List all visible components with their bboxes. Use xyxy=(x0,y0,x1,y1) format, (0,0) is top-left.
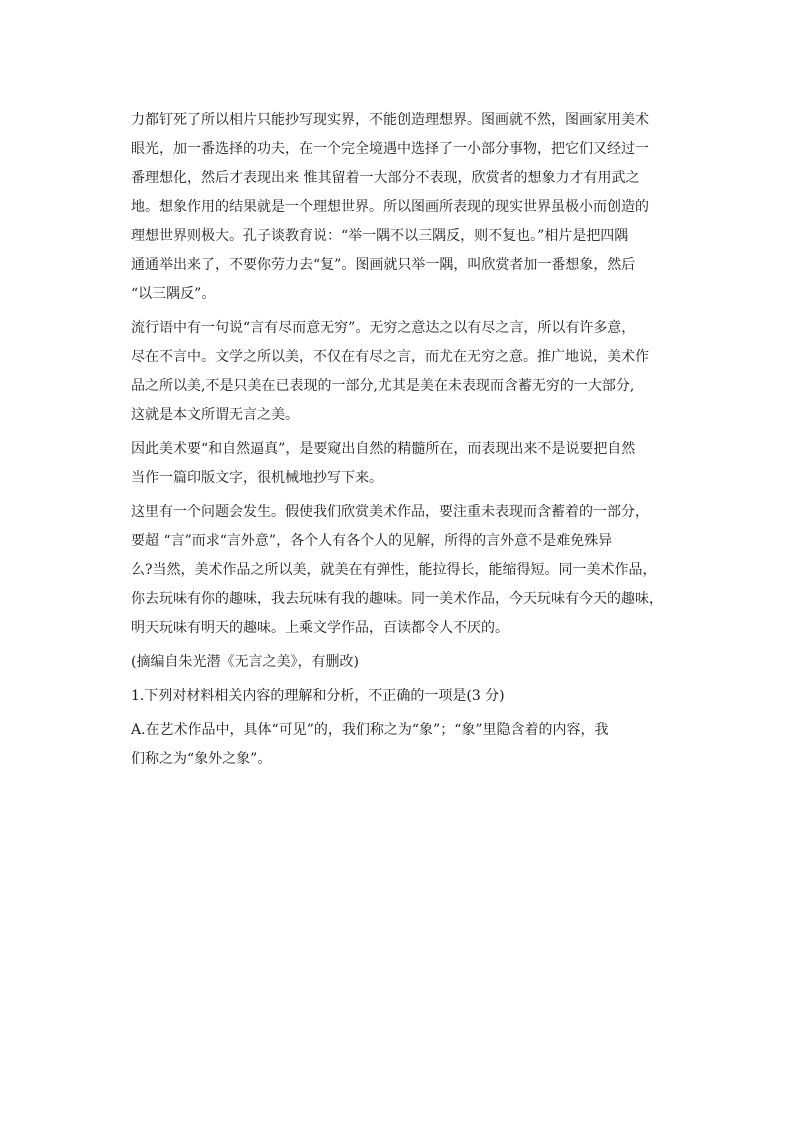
document-body xyxy=(131,106,676,779)
text-line: 因此美术要“和自然逼真”，是要窥出自然的精髓所在，而表现出来不是说要把自然 xyxy=(131,441,636,457)
text-line: A.在艺术作品中，具体“可见”的，我们称之为“象”；“象”里隐含着的内容，我 xyxy=(131,722,609,738)
text-line: 这就是本文所谓无言之美。 xyxy=(131,407,299,423)
text-line: 明天玩味有明天的趣味。上乘文学作品，百读都令人不厌的。 xyxy=(131,620,509,636)
text-line: 尽在不言中。文学之所以美，不仅在有尽之言，而尤在无穷之意。推广地说，美术作 xyxy=(131,349,649,365)
paragraph-elasticity xyxy=(131,498,676,643)
source-citation xyxy=(131,648,676,677)
text-line: 流行语中有一句说“言有尽而意无穷”。无穷之意达之以有尽之言，所以有许多意， xyxy=(131,320,636,336)
text-line: 们称之为“象外之象”。 xyxy=(131,751,272,767)
question-1 xyxy=(131,682,676,711)
text-line: (摘编自朱光潜《无言之美》，有删改) xyxy=(131,654,359,670)
paragraph-photo-vs-painting xyxy=(131,106,676,309)
text-line: 力都钉死了所以相片只能抄写现实界，不能创造理想界。图画就不然，图画家用美术 xyxy=(131,112,649,128)
text-line: 眼光，加一番选择的功夫，在一个完全境遇中选择了一小部分事物，把它们又经过一 xyxy=(131,141,649,157)
text-line: 通通举出来了，不要你劳力去“复”。图画就只举一隅，叫欣赏者加一番想象，然后 xyxy=(131,257,636,273)
text-line: 要超 “言”而求“言外意”，各个人有各个人的见解，所得的言外意不是难免殊异 xyxy=(131,533,613,549)
text-line: 这里有一个问题会发生。假使我们欣赏美术作品，要注重未表现而含蓄着的一部分， xyxy=(131,504,649,520)
text-line: “以三隅反”。 xyxy=(131,286,216,302)
text-line: 当作一篇印版文字，很机械地抄写下来。 xyxy=(131,470,383,486)
text-line: 番理想化，然后才表现出来 惟其留着一大部分不表现，欣赏者的想象力才有用武之 xyxy=(131,170,640,186)
option-a xyxy=(131,716,676,774)
text-line: 理想世界则极大。孔子谈教育说：“举一隅不以三隅反，则不复也。”相片是把四隅 xyxy=(131,228,629,244)
paragraph-words-and-meaning xyxy=(131,314,676,430)
text-line: 1.下列对材料相关内容的理解和分析，不正确的一项是(3 分) xyxy=(131,688,505,704)
text-line: 你去玩味有你的趣味，我去玩味有我的趣味。同一美术作品，今天玩味有今天的趣味， xyxy=(131,591,663,607)
paragraph-nature xyxy=(131,435,676,493)
text-line: 么?当然，美术作品之所以美，就美在有弹性，能拉得长，能缩得短。同一美术作品， xyxy=(131,562,657,578)
text-line: 品之所以美,不是只美在已表现的一部分,尤其是美在未表现而含蓄无穷的一大部分, xyxy=(131,378,635,394)
text-line: 地。想象作用的结果就是一个理想世界。所以图画所表现的现实世界虽极小而创造的 xyxy=(131,199,649,215)
